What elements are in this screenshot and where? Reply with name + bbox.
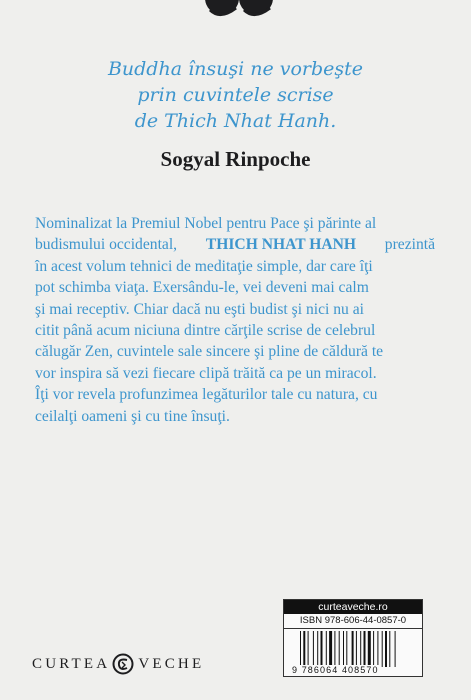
publisher-name-left: CURTEA — [32, 655, 111, 672]
barcode-bar — [339, 631, 340, 667]
barcode-bar — [303, 631, 305, 667]
publisher-logo — [32, 653, 204, 675]
barcode-bar — [300, 631, 301, 667]
barcode-bar — [356, 631, 357, 667]
publisher-website: curteaveche.ro — [284, 600, 422, 614]
barcode-bar — [368, 631, 371, 667]
barcode-bar — [321, 631, 323, 667]
barcode-bar — [326, 631, 327, 667]
barcode-bar — [313, 631, 314, 667]
blurb-line: şi mai receptiv. Chiar dacă nu eşti budist şi nici nu ai — [35, 300, 364, 318]
barcode-bar — [360, 631, 361, 667]
barcode-bar — [382, 631, 383, 667]
barcode-bar — [317, 631, 318, 667]
quote-mark-icon — [200, 0, 280, 20]
barcode-bar — [329, 631, 332, 667]
quote-line: Buddha însuşi ne vorbeşte — [107, 58, 364, 80]
blurb-line: Nominalizat la Premiul Nobel pentru Pace şi părinte al — [35, 215, 377, 232]
blurb-paragraph — [35, 213, 435, 427]
barcode-bar — [343, 631, 344, 667]
quote-line: prin cuvintele scrise — [137, 84, 334, 106]
barcode-bar — [308, 631, 309, 667]
blurb-line: în acest volum tehnici de meditaţie simple, dar care îţi — [35, 257, 373, 275]
barcode-icon — [294, 631, 412, 669]
blurb-line: călugăr Zen, cuvintele sale sincere şi pline de căldură te — [35, 343, 384, 361]
barcode-bar — [377, 631, 378, 667]
publisher-emblem-icon — [112, 653, 134, 675]
publisher-name-right: VECHE — [138, 655, 205, 672]
barcode-digits: 9 786064 408570 — [292, 665, 379, 675]
quote-author: Sogyal Rinpoche — [160, 147, 311, 171]
blurb-line: pot schimba viaţa. Exersându-le, vei deveni mai calm — [35, 279, 369, 297]
barcode — [284, 629, 422, 676]
barcode-box — [283, 599, 423, 677]
author-name-highlight: THICH NHAT HANH — [205, 236, 357, 254]
blurb-line: citit până acum niciuna dintre cărţile scrise de celebrul — [35, 322, 376, 340]
barcode-bar — [352, 631, 354, 667]
barcode-bar — [364, 631, 366, 667]
barcode-bar — [389, 631, 390, 667]
blurb-line: ceilalţi oameni şi cu tine însuţi. — [35, 407, 230, 425]
barcode-bar — [385, 631, 387, 667]
blurb-line: vor inspira să vezi fiecare clipă trăită ca pe un miracol. — [35, 364, 377, 382]
isbn-label: ISBN 978-606-44-0857-0 — [284, 614, 422, 629]
quote-text — [0, 56, 471, 134]
quote-line: de Thich Nhat Hanh. — [134, 110, 337, 132]
barcode-bar — [346, 631, 347, 667]
barcode-bar — [334, 631, 335, 667]
barcode-bar — [395, 631, 396, 667]
barcode-bar — [373, 631, 374, 667]
blurb-line: prezintă — [384, 236, 435, 254]
blurb-line: Îţi vor revela profunzimea legăturilor tale cu natura, cu — [35, 386, 378, 404]
blurb-line: budismului occidental, — [35, 236, 178, 254]
